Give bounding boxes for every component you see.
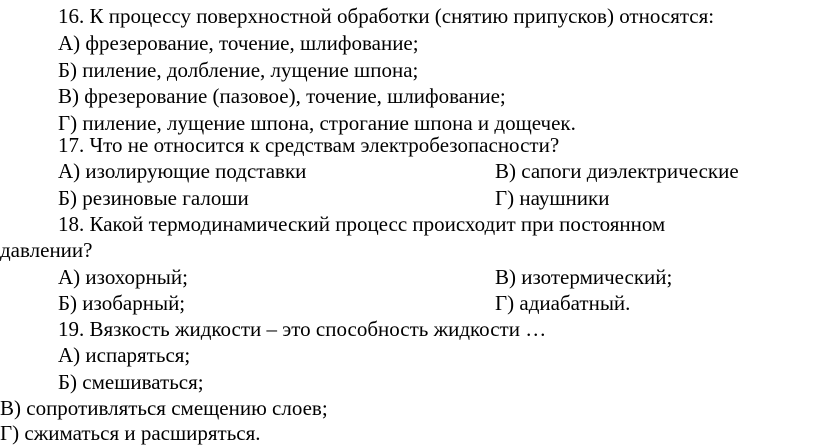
question-16-option-g: Г) пиление, лущение шпона, строгание шпона и дощечек. xyxy=(58,111,576,135)
question-19-text: 19. Вязкость жидкости – это способность жидкости … xyxy=(58,317,547,341)
question-16-option-b: Б) пиление, долбление, лущение шпона; xyxy=(58,58,419,82)
question-17-option-g: Г) наушники xyxy=(495,186,610,210)
question-18-option-a: А) изохорный; xyxy=(58,265,188,289)
question-18-option-v: В) изотермический; xyxy=(495,265,673,289)
question-18-text-line2: давлении? xyxy=(0,238,93,262)
question-19-option-g: Г) сжиматься и расширяться. xyxy=(0,421,261,445)
question-19-option-a: А) испаряться; xyxy=(58,343,191,367)
question-19-option-v: В) сопротивляться смещению слоев; xyxy=(0,396,328,420)
question-19-option-b: Б) смешиваться; xyxy=(58,370,204,394)
question-18-option-g: Г) адиабатный. xyxy=(495,291,631,315)
question-17-option-v: В) сапоги диэлектрические xyxy=(495,159,739,183)
question-18-text-line1: 18. Какой термодинамический процесс происходит при постоянном xyxy=(58,212,666,236)
question-17-text: 17. Что не относится к средствам электробезопасности? xyxy=(58,133,560,157)
question-16-text: 16. К процессу поверхностной обработки (снятию припусков) относятся: xyxy=(58,4,715,28)
question-16-option-v: В) фрезерование (пазовое), точение, шлифование; xyxy=(58,84,506,108)
question-18-option-b: Б) изобарный; xyxy=(58,291,186,315)
question-16-option-a: А) фрезерование, точение, шлифование; xyxy=(58,31,419,55)
question-17-option-b: Б) резиновые галоши xyxy=(58,186,249,210)
question-17-option-a: А) изолирующие подставки xyxy=(58,159,307,183)
